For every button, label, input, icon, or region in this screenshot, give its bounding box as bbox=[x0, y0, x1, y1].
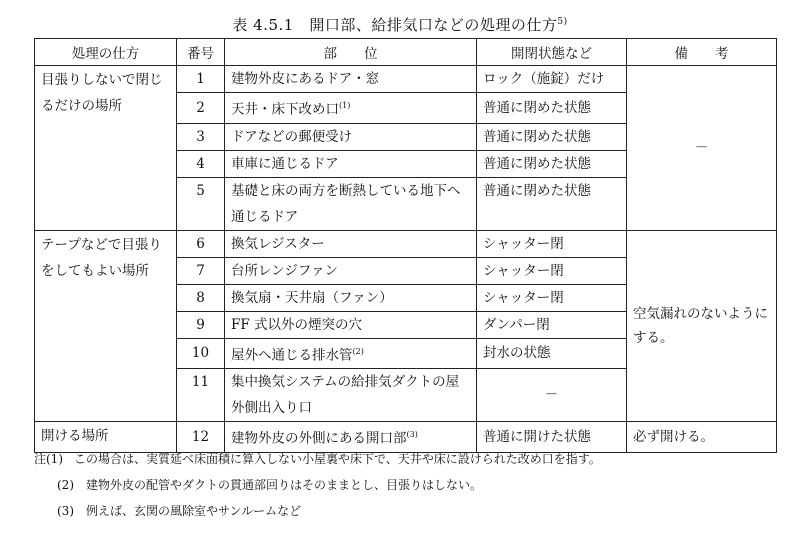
part-cell: 集中換気システムの給排気ダクトの屋外側出入り口 bbox=[225, 369, 477, 422]
method-cell: 目張りしないで閉じるだけの場所 bbox=[35, 66, 177, 231]
part-cell: 建物外皮の外側にある開口部$^{(3)}$ bbox=[225, 422, 477, 453]
number-cell: 12 bbox=[177, 422, 225, 453]
footnote-ref: (3) bbox=[406, 430, 418, 439]
header-number: 番号 bbox=[177, 39, 225, 66]
part-cell: 台所レンジファン bbox=[225, 257, 477, 284]
number-cell: 7 bbox=[177, 257, 225, 284]
number-cell: 1 bbox=[177, 66, 225, 93]
state-cell: 普通に閉めた状態 bbox=[477, 150, 627, 177]
remarks-cell: 空気漏れのないようにする。 bbox=[627, 230, 777, 422]
part-cell: FF 式以外の煙突の穴 bbox=[225, 311, 477, 338]
state-cell: シャッター閉 bbox=[477, 230, 627, 257]
header-row bbox=[35, 39, 777, 66]
number-cell: 11 bbox=[177, 369, 225, 422]
part-cell: 建物外皮にあるドア・窓 bbox=[225, 66, 477, 93]
header-part: 部 位 bbox=[225, 39, 477, 66]
remarks-cell: － bbox=[627, 66, 777, 231]
state-cell: 普通に開けた状態 bbox=[477, 422, 627, 453]
footnote-text: 建物外皮の配管やダクトの貫通部回りはそのままとし、目張りはしない。 bbox=[86, 478, 483, 492]
number-cell: 9 bbox=[177, 311, 225, 338]
number-cell: 4 bbox=[177, 150, 225, 177]
table-row bbox=[35, 66, 777, 93]
method-cell: 開ける場所 bbox=[35, 422, 177, 453]
number-cell: 10 bbox=[177, 338, 225, 369]
part-cell: 天井・床下改め口$^{(1)}$ bbox=[225, 93, 477, 124]
footnote-ref: (2) bbox=[352, 346, 364, 356]
state-cell: 普通に閉めた状態 bbox=[477, 177, 627, 230]
part-cell: 換気扇・天井扇（ファン） bbox=[225, 284, 477, 311]
state-cell: 普通に閉めた状態 bbox=[477, 93, 627, 124]
number-cell: 6 bbox=[177, 230, 225, 257]
number-cell: 5 bbox=[177, 177, 225, 230]
table-title-ref: 5) bbox=[557, 17, 568, 27]
footnote bbox=[34, 472, 601, 498]
state-cell: シャッター閉 bbox=[477, 284, 627, 311]
state-cell: シャッター閉 bbox=[477, 257, 627, 284]
number-cell: 3 bbox=[177, 123, 225, 150]
footnote-label: (2) bbox=[57, 478, 74, 492]
header-state: 開閉状態など bbox=[477, 39, 627, 66]
part-cell: 屋外へ通じる排水管$^{(2)}$ bbox=[225, 338, 477, 369]
remarks-cell: 必ず開ける。 bbox=[627, 422, 777, 453]
part-cell: ドアなどの郵便受け bbox=[225, 123, 477, 150]
state-cell: ロック（施錠）だけ bbox=[477, 66, 627, 93]
number-cell: 8 bbox=[177, 284, 225, 311]
footnote bbox=[34, 498, 601, 524]
state-cell: 封水の状態 bbox=[477, 338, 627, 369]
footnotes bbox=[34, 446, 601, 524]
state-cell: ダンパー閉 bbox=[477, 311, 627, 338]
table-title bbox=[0, 14, 800, 35]
table-title-text: 表 4.5.1 開口部、給排気口などの処理の仕方 bbox=[232, 16, 558, 34]
footnote-label: 注(1) bbox=[34, 452, 63, 466]
method-cell: テープなどで目張りをしてもよい場所 bbox=[35, 230, 177, 422]
state-cell: － bbox=[477, 369, 627, 422]
part-cell: 基礎と床の両方を断熱している地下へ通じるドア bbox=[225, 177, 477, 230]
footnote-label: (3) bbox=[57, 504, 74, 518]
header-method: 処理の仕方 bbox=[35, 39, 177, 66]
footnote-text: 例えば、玄関の風除室やサンルームなど bbox=[86, 504, 302, 518]
part-cell: 換気レジスター bbox=[225, 230, 477, 257]
part-cell: 車庫に通じるドア bbox=[225, 150, 477, 177]
number-cell: 2 bbox=[177, 93, 225, 124]
footnote-ref: (1) bbox=[339, 101, 351, 110]
footnote-text: この場合は、実質延べ床面積に算入しない小屋裏や床下で、天井や床に設けられた改め口を指す。 bbox=[74, 452, 601, 466]
footnote bbox=[34, 446, 601, 472]
header-remarks: 備 考 bbox=[627, 39, 777, 66]
table-row bbox=[35, 230, 777, 257]
processing-table bbox=[34, 38, 777, 453]
state-cell: 普通に閉めた状態 bbox=[477, 123, 627, 150]
